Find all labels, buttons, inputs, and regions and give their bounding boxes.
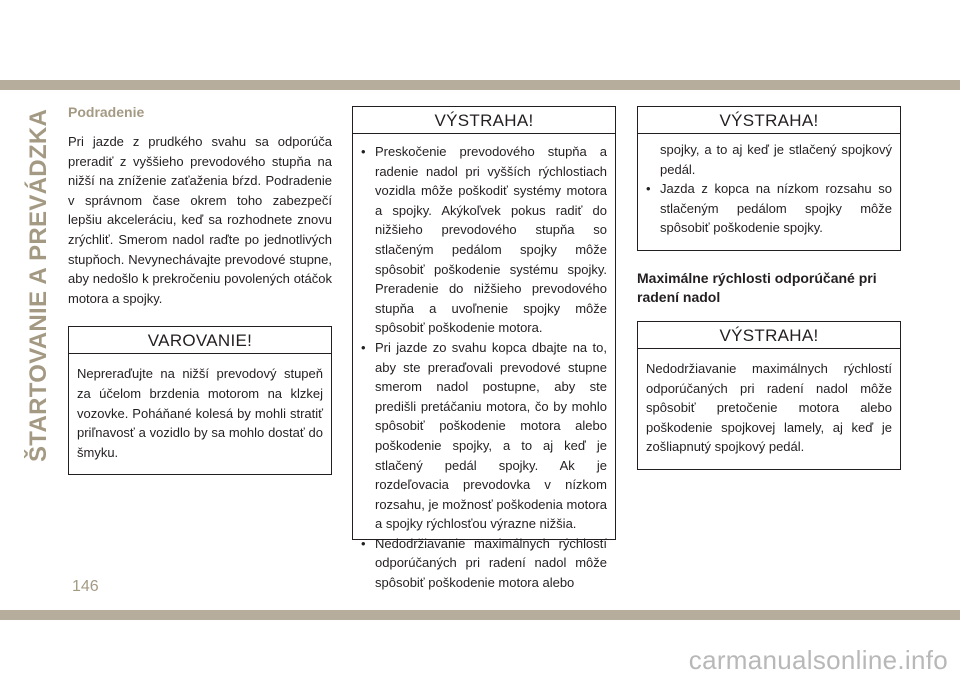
warning-box (352, 106, 616, 591)
warning-bullet: • Preskočenie prevodového stupňa a radenie nadol pri vyšších rýchlostiach vozidla môže poškodiť systémy motora a spojky. Akýkoľvek pokus radiť do nižšieho prevodového stupňa so stlačeným pedálom spojky môže spôsobiť poškodenie systému spojky. Preradenie do nižšieho prevodového stupňa a uvoľnenie spojky môže spôsobiť poškodenie motora. (361, 142, 607, 338)
top-margin (0, 0, 960, 60)
downshift-paragraph: Pri jazde z prudkého svahu sa odporúča preradiť z vyššieho prevodového stupňa na nižší na zníženie zaťaženia bŕzd. Podradenie v správnom čase okrem toho zabezpečí lepšiu akceleráciu, keď sa rozhodnete znovu zrýchliť. Smerom nadol raďte po jednotlivých stupňoch. Nevynechávajte prevodové stupne, aby nedošlo k prekročeniu povolených otáčok motora a spojky. (68, 134, 332, 306)
warning-text: Nedodržiavanie maximálnych rýchlostí odporúčaných pri radení nadol môže spôsobiť pretočenie motora alebo poškodenie spojkovej lamely, aj keď je zošliapnutý spojkový pedál. (646, 360, 892, 455)
subheading: Maximálne rýchlosti odporúčané pri radení nadol (637, 269, 877, 305)
section-side-title: ŠTARTOVANIE A PREVÁDZKA (25, 108, 52, 462)
warning-continuation: spojky, a to aj keď je stlačený spojkový pedál. (660, 142, 892, 177)
warning-title: VÝSTRAHA! (638, 324, 900, 349)
column-3 (637, 106, 901, 470)
footer-stripe (0, 610, 960, 620)
warning-bullets (361, 142, 607, 593)
warning-title: VÝSTRAHA! (353, 109, 615, 134)
warning-bullet: • Pri jazde zo svahu kopca dbajte na to, aby ste preraďovali prevodové stupne smerom nadol postupne, aby ste predišli pretáčaniu motora, čo by mohlo spôsobiť poškodenie motora alebo poškodenie spojky, a to aj keď je stlačený pedál spojky. Ak je rozdeľovacia prevodovka v nízkom rozsahu, je možnosť poškodenia motora a spojky rýchlosťou výrazne nižšia. (361, 338, 607, 534)
warning-bullets (646, 179, 892, 238)
caution-box (68, 326, 332, 475)
caution-title: VAROVANIE! (69, 329, 331, 354)
watermark-text: carmanualsonline.info (688, 645, 948, 675)
header-stripe (0, 80, 960, 90)
warning-bullet: • Jazda z kopca na nízkom rozsahu so stlačeným pedálom spojky môže spôsobiť poškodenie spojky. (646, 179, 892, 238)
warning-body (353, 134, 615, 605)
warning-box-continued (637, 106, 901, 251)
warning-title: VÝSTRAHA! (638, 109, 900, 134)
column-2 (352, 106, 616, 591)
warning-box-2 (637, 321, 901, 470)
page-number: 146 (72, 578, 99, 595)
caution-text: Nepreraďujte na nižší prevodový stupeň za účelom brzdenia motorom na klzkej vozovke. Poháňané kolesá by mohli stratiť priľnavosť a vozidlo by sa mohlo dostať do šmyku. (77, 366, 323, 460)
warning-body (638, 134, 900, 250)
column-1 (68, 100, 332, 475)
section-heading: Podradenie (68, 104, 145, 120)
warning-bullet: • Nedodržiavanie maximálnych rýchlostí odporúčaných pri radení nadol môže spôsobiť poškodenie motora alebo (361, 534, 607, 593)
